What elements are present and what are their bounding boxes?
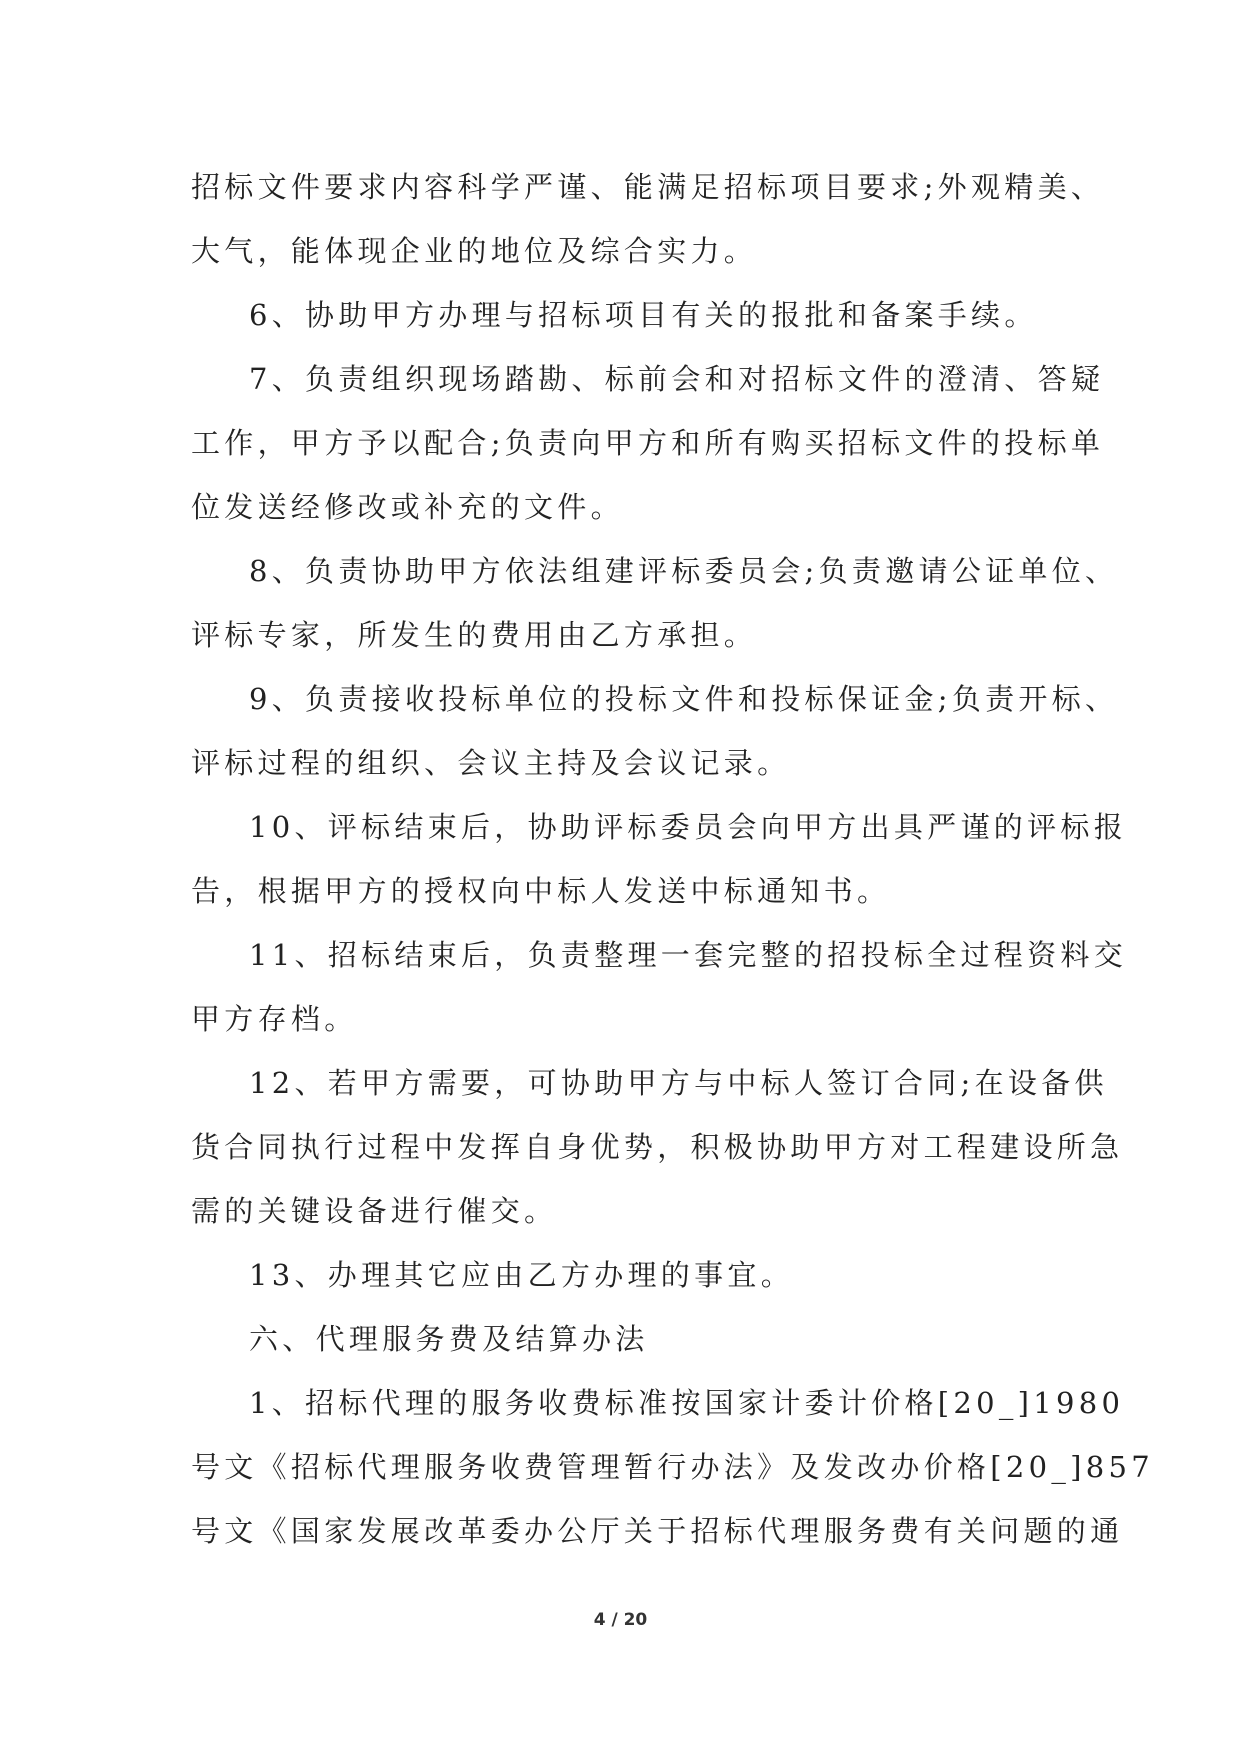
text-line: 号文《国家发展改革委办公厅关于招标代理服务费有关问题的通 xyxy=(191,1514,1124,1548)
text-line: 8、负责协助甲方依法组建评标委员会;负责邀请公证单位、 xyxy=(249,554,1119,588)
text-line: 9、负责接收投标单位的投标文件和投标保证金;负责开标、 xyxy=(249,682,1119,716)
text-line: 11、招标结束后，负责整理一套完整的招投标全过程资料交 xyxy=(249,938,1128,972)
text-line: 评标过程的组织、会议主持及会议记录。 xyxy=(191,746,791,780)
text-line: 6、协助甲方办理与招标项目有关的报批和备案手续。 xyxy=(249,298,1038,332)
text-line: 告，根据甲方的授权向中标人发送中标通知书。 xyxy=(191,874,891,908)
page-number: 4 / 20 xyxy=(593,1610,648,1630)
text-line: 招标文件要求内容科学严谨、能满足招标项目要求;外观精美、 xyxy=(191,170,1105,204)
text-line: 货合同执行过程中发挥自身优势，积极协助甲方对工程建设所急 xyxy=(191,1130,1124,1164)
text-line: 12、若甲方需要，可协助甲方与中标人签订合同;在设备供 xyxy=(249,1066,1108,1100)
text-line: 7、负责组织现场踏勘、标前会和对招标文件的澄清、答疑 xyxy=(249,362,1105,396)
text-line: 六、代理服务费及结算办法 xyxy=(249,1322,649,1356)
text-line: 需的关键设备进行催交。 xyxy=(191,1194,558,1228)
text-line: 评标专家，所发生的费用由乙方承担。 xyxy=(191,618,758,652)
text-line: 甲方存档。 xyxy=(191,1002,358,1036)
text-line: 位发送经修改或补充的文件。 xyxy=(191,490,624,524)
text-line: 10、评标结束后，协助评标委员会向甲方出具严谨的评标报 xyxy=(249,810,1128,844)
text-line: 大气，能体现企业的地位及综合实力。 xyxy=(191,234,758,268)
text-line: 1、招标代理的服务收费标准按国家计委计价格[20_]1980 xyxy=(249,1386,1125,1420)
text-line: 工作，甲方予以配合;负责向甲方和所有购买招标文件的投标单 xyxy=(191,426,1105,460)
document-body xyxy=(191,160,1154,1568)
text-line: 号文《招标代理服务收费管理暂行办法》及发改办价格[20_]857 xyxy=(191,1450,1154,1484)
text-line: 13、办理其它应由乙方办理的事宜。 xyxy=(249,1258,795,1292)
